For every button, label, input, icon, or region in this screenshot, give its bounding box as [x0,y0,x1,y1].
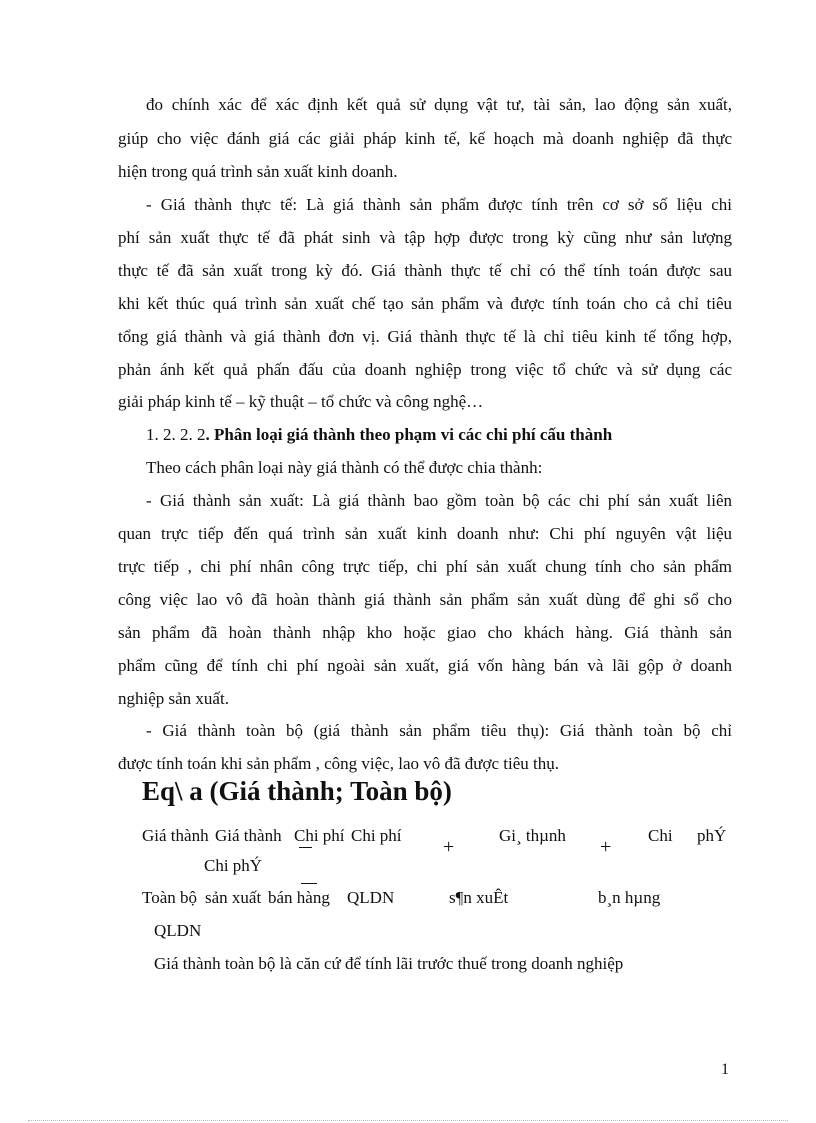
formula-text: Gi¸ thµnh [499,826,566,845]
formula-text: Toàn bộ [142,888,197,907]
section-title: . Phân loại giá thành theo phạm vi các chi phí cấu thành [205,425,613,444]
paragraph-line: phản ánh kết quả phấn đấu của doanh nghiệp trong việc tổ chức và sử dụng các [118,360,732,379]
formula-text: Giá thành [142,826,209,845]
paragraph-line: quan trực tiếp đến quá trình sản xuất kinh doanh như: Chi phí nguyên vật liệu [118,524,732,543]
formula-text: bán hàng [268,888,330,907]
formula-text: Giá thành [215,826,282,845]
equation-heading: Eq\ a (Giá thành; Toàn bộ) [142,776,452,806]
paragraph-line: công việc lao vô đã hoàn thành giá thành sản phẩm sản xuất dùng để ghi sổ cho [118,590,732,609]
paragraph-line: thực tế đã sản xuất trong kỳ đó. Giá thành thực tế chỉ có thể tính toán được sau [118,261,732,280]
paragraph-line: Theo cách phân loại này giá thành có thể được chia thành: [146,458,543,477]
formula-text: Chi phí [294,826,345,845]
paragraph-line: hiện trong quá trình sản xuất kinh doanh. [118,162,398,181]
section-number: 1. 2. 2. 2 [146,425,206,444]
paragraph-line: phí sản xuất thực tế đã phát sinh và tập hợp được trong kỳ cũng như sản lượng [118,228,732,247]
paragraph-line: - Giá thành thực tế: Là giá thành sản phẩm được tính trên cơ sở số liệu chi [146,195,732,214]
plus-sign: + [600,836,612,858]
formula-text: sản xuất [205,888,262,907]
paragraph-line: trực tiếp , chi phí nhân công trực tiếp, chi phí sản xuất chung tính cho sản phẩm [118,557,732,576]
formula-text: b¸n hµng [598,888,661,907]
paragraph-line: được tính toán khi sản phẩm , công việc, lao vô đã được tiêu thụ. [118,754,560,773]
paragraph-line: - Giá thành sản xuất: Là giá thành bao gồm toàn bộ các chi phí sản xuất liên [146,491,732,510]
paragraph-line: tổng giá thành và giá thành đơn vị. Giá thành thực tế là chỉ tiêu kinh tế tổng hợp, [118,327,732,346]
page-number: 1 [721,1061,729,1078]
closing-line: Giá thành toàn bộ là căn cứ để tính lãi trước thuế trong doanh nghiệp [154,954,624,973]
formula-text: Chi [648,826,673,845]
paragraph-line: nghiệp sản xuất. [118,689,229,708]
paragraph-line: giúp cho việc đánh giá các giải pháp kinh tế, kế hoạch mà doanh nghiệp đã thực [118,129,732,148]
paragraph-line: - Giá thành toàn bộ (giá thành sản phẩm tiêu thụ): Giá thành toàn bộ chỉ [146,721,732,740]
formula-text: phÝ [697,826,727,845]
formula-text: Chi phÝ [204,856,263,875]
fraction-bar [301,883,317,884]
formula-text: QLDN [347,888,395,907]
paragraph-line: phẩm cũng để tính chi phí ngoài sản xuất, giá vốn hàng bán và lãi gộp ở doanh [118,656,732,675]
page-bottom-rule [28,1120,788,1121]
formula-text: Chi phí [351,826,402,845]
paragraph-line: đo chính xác để xác định kết quả sử dụng vật tư, tài sản, lao động sản xuất, [146,95,732,114]
formula-text: QLDN [154,921,202,940]
formula-text: s¶n xuÊt [449,888,509,907]
fraction-bar [299,847,312,848]
paragraph-line: giải pháp kinh tế – kỹ thuật – tổ chức và công nghệ… [118,392,484,411]
section-heading [146,425,732,445]
plus-sign: + [443,836,455,858]
paragraph-line: sản phẩm đã hoàn thành nhập kho hoặc giao cho khách hàng. Giá thành sản [118,623,732,642]
paragraph-line: khi kết thúc quá trình sản xuất chế tạo sản phẩm và được tính toán cho cả chỉ tiêu [118,294,732,313]
